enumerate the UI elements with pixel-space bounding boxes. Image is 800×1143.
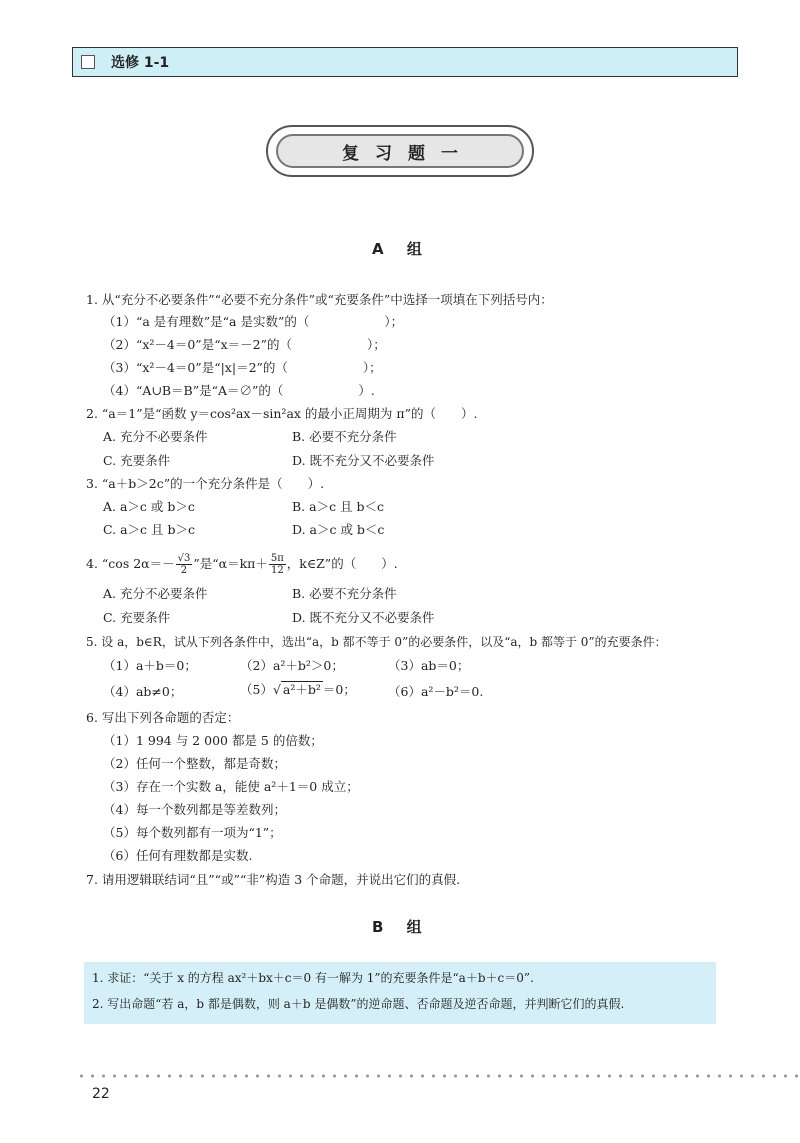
q4-option-c: C. 充要条件 — [103, 610, 171, 625]
q5-condition-5-post: ＝0； — [322, 682, 356, 697]
header-square-icon — [81, 55, 95, 69]
q5-condition-3: （3）ab＝0； — [388, 658, 470, 673]
q4-option-a: A. 充分不必要条件 — [103, 586, 208, 601]
q6-item-2: （2）任何一个整数，都是奇数； — [103, 756, 286, 771]
q5-condition-6: （6）a²－b²＝0. — [388, 684, 484, 699]
b-item-1: 1. 求证：“关于 x 的方程 ax²＋bx＋c＝0 有一解为 1”的充要条件是“a＋b＋c＝0”. — [92, 971, 534, 985]
q3-option-d: D. a＞c 或 b＜c — [292, 522, 385, 537]
chapter-title-frame — [266, 125, 534, 177]
q4-fraction-2-num: 5π — [270, 553, 284, 564]
q6-item-6: （6）任何有理数都是实数. — [103, 848, 253, 863]
q5-condition-1: （1）a＋b＝0； — [103, 658, 197, 673]
b-item-2: 2. 写出命题“若 a，b 都是偶数，则 a＋b 是偶数”的逆命题、否命题及逆否命题，并判断它们的真假. — [92, 997, 625, 1011]
group-a-heading: A 组 — [372, 240, 422, 258]
q6-item-1: （1）1 994 与 2 000 都是 5 的倍数； — [103, 733, 323, 748]
q4-option-d: D. 既不充分又不必要条件 — [292, 610, 435, 625]
q5-condition-4: （4）ab≠0； — [103, 684, 183, 699]
page-number: 22 — [92, 1086, 110, 1102]
q3-option-a: A. a＞c 或 b＞c — [103, 499, 195, 514]
q4-stem — [86, 553, 398, 576]
q4-fraction-2 — [269, 553, 286, 576]
q1-item-1: （1）“a 是有理数”是“a 是实数”的（ ）； — [103, 314, 404, 329]
q7-stem: 7. 请用逻辑联结词“且”“或”“非”构造 3 个命题，并说出它们的真假. — [86, 872, 461, 887]
q5-condition-2: （2）a²＋b²＞0； — [240, 658, 344, 673]
q5-condition-5-pre: （5） — [240, 682, 273, 697]
q3-option-c: C. a＞c 且 b＞c — [103, 522, 195, 537]
q4-fraction-1 — [176, 553, 193, 576]
q4-fraction-2-den: 12 — [270, 565, 284, 576]
q5-stem: 5. 设 a，b∈R，试从下列各条件中，选出“a，b 都不等于 0”的必要条件，以及“a，b 都等于 0”的充要条件： — [86, 635, 667, 649]
q4-stem-post: ，k∈Z”的（ ）. — [286, 556, 398, 571]
q4-option-b: B. 必要不充分条件 — [292, 586, 397, 601]
chapter-title-inner — [276, 134, 524, 168]
q1-item-4: （4）“A∪B＝B”是“A＝∅”的（ ）. — [103, 383, 375, 398]
q5-condition-5 — [240, 682, 356, 698]
q4-fraction-1-num: √3 — [177, 553, 191, 564]
q6-item-4: （4）每一个数列都是等差数列； — [103, 802, 286, 817]
footer-dotted-rule — [76, 1074, 798, 1078]
q3-option-b: B. a＞c 且 b＜c — [292, 499, 385, 514]
chapter-title: 复习题一 — [342, 143, 474, 164]
q6-item-5: （5）每个数列都有一项为“1”； — [103, 825, 282, 840]
q4-stem-mid: ”是“α＝kπ＋ — [193, 556, 268, 571]
q3-stem: 3. “a＋b＞2c”的一个充分条件是（ ）. — [86, 476, 325, 491]
q4-fraction-1-den: 2 — [180, 565, 188, 576]
q2-option-d: D. 既不充分又不必要条件 — [292, 453, 435, 468]
q2-stem: 2. “a＝1”是“函数 y＝cos²ax－sin²ax 的最小正周期为 π”的（ ）. — [86, 406, 478, 421]
q1-stem: 1. 从“充分不必要条件”“必要不充分条件”或“充要条件”中选择一项填在下列括号内： — [86, 292, 553, 307]
q2-option-b: B. 必要不充分条件 — [292, 429, 397, 444]
section-header-label: 选修 1-1 — [111, 55, 170, 71]
q4-stem-pre: 4. “cos 2α＝－ — [86, 556, 175, 571]
sqrt-sign-icon: √ — [272, 682, 281, 697]
group-b-box — [84, 962, 716, 1024]
group-b-heading: B 组 — [372, 918, 422, 936]
q2-option-c: C. 充要条件 — [103, 453, 171, 468]
q1-item-2: （2）“x²－4＝0”是“x＝－2”的（ ）； — [103, 337, 386, 352]
q2-option-a: A. 充分不必要条件 — [103, 429, 208, 444]
section-header-bar — [72, 47, 738, 77]
q5-condition-5-radicand: a²＋b² — [282, 682, 321, 697]
q1-item-3: （3）“x²－4＝0”是“|x|＝2”的（ ）； — [103, 360, 382, 375]
q6-stem: 6. 写出下列各命题的否定： — [86, 710, 240, 725]
q6-item-3: （3）存在一个实数 a，能使 a²＋1＝0 成立； — [103, 779, 359, 794]
